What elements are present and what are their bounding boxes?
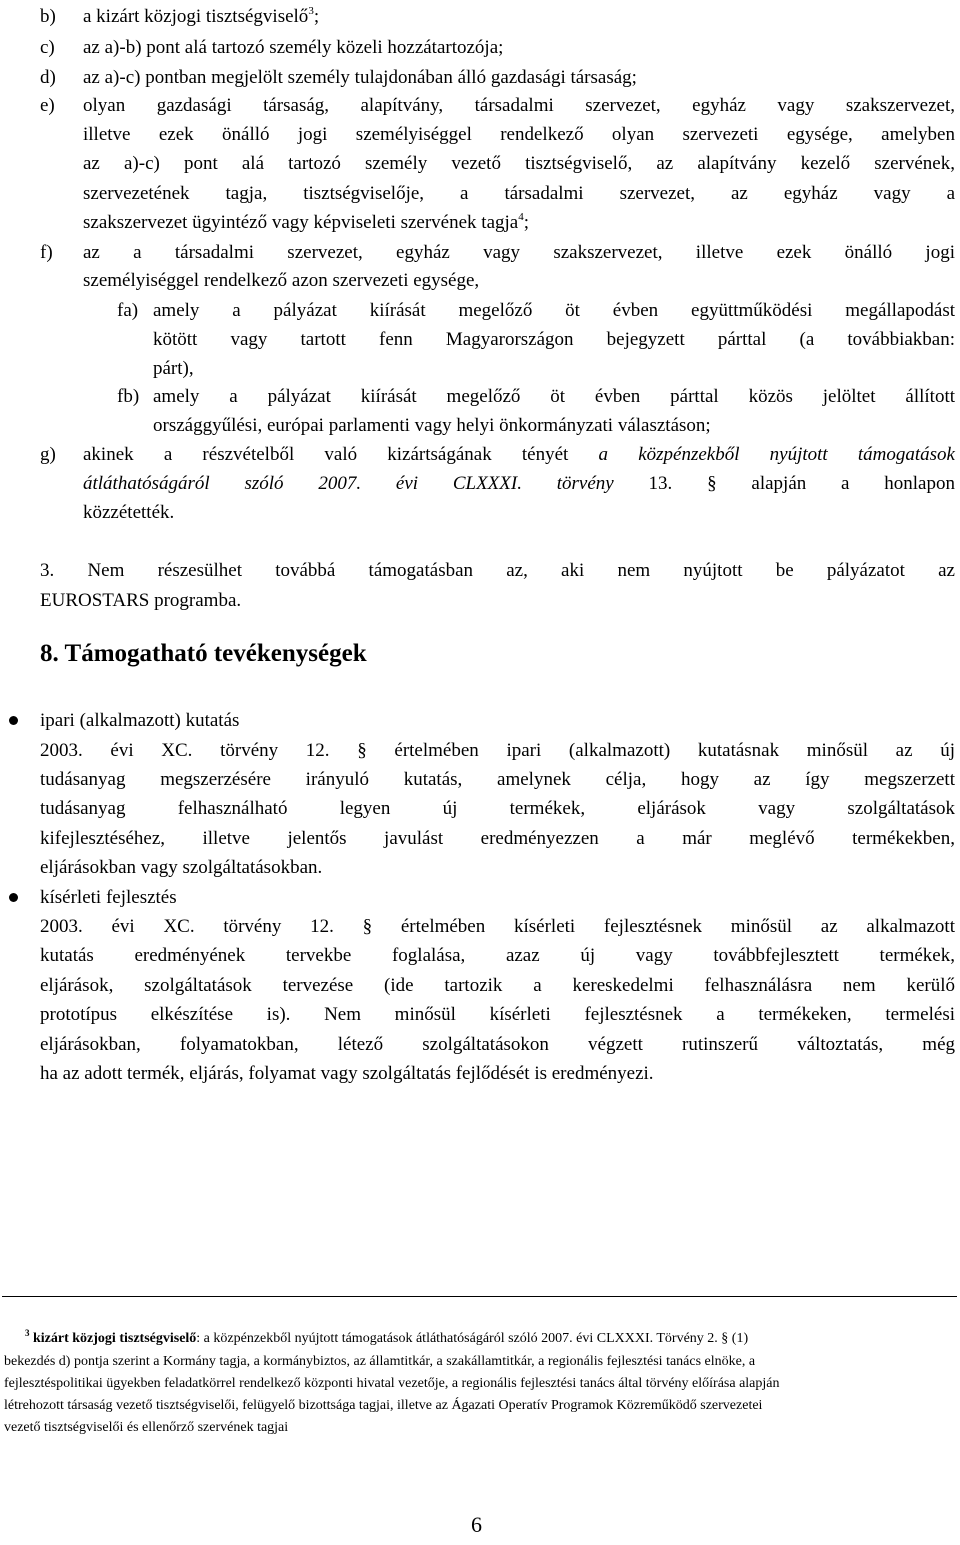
point-3-line: 3. Nem részesülhet továbbá támogatásban az, aki nem nyújtott be pályázatot az [40, 560, 955, 581]
footnote-ref-3[interactable]: 3 [308, 5, 314, 17]
item-g-text: akinek a részvételből való kizártságának tényét [83, 444, 599, 465]
bullet-text-line: kutatás eredményének tervekbe foglalása, azaz új vagy továbbfejlesztett termékek, [40, 945, 955, 966]
item-e-line: az a)-c) pont alá tartozó személy vezető tisztségviselő, az alapítvány kezelő szervének, [83, 153, 955, 174]
bullet-text-line: eljárások, szolgáltatások tervezése (ide tartozik a kereskedelmi felhasználásra nem kerülő [40, 975, 955, 996]
footnote-line: bekezdés d) pontja szerint a Kormány tagja, a kormánybiztos, az államtitkár, a szakállamtitkár, a regionális fejlesztési tanács elnöke, a [4, 1354, 756, 1369]
footnote-text: : a közpénzekből nyújtott támogatások átláthatóságáról szóló 2007. évi CLXXXI. Törvény 2. § (1) [196, 1331, 749, 1346]
item-e-last-text: szakszervezet ügyintéző vagy képviseleti szervének tagja [83, 212, 519, 233]
footnote-line: vezető tisztségviselői és ellenőrző szervének tagjai [4, 1420, 289, 1435]
item-b-end: ; [313, 6, 320, 27]
bullet-text-line: prototípus elkészítése is). Nem minősül kísérleti fejlesztésnek a termékeken, termelési [40, 1004, 955, 1025]
section-heading: 8. Támogatható tevékenységek [40, 640, 367, 667]
footnote-separator [2, 1296, 957, 1297]
item-e-last-line [83, 212, 529, 234]
footnote-number: 3 [25, 1328, 30, 1338]
bullet-title: kísérleti fejlesztés [40, 887, 177, 908]
item-e-line: olyan gazdasági társaság, alapítvány, társadalmi szervezet, egyház vagy szakszervezet, [83, 95, 955, 116]
item-c-label: c) [40, 37, 55, 58]
item-e-end: ; [523, 212, 529, 233]
item-e-line: illetve ezek önálló jogi személyiséggel rendelkező olyan szervezeti egysége, amelyben [83, 124, 955, 145]
item-b-label: b) [40, 6, 56, 27]
item-d-text: az a)-c) pontban megjelölt személy tulajdonában álló gazdasági társaság; [83, 67, 637, 88]
item-g-line [83, 444, 955, 466]
item-f-label: f) [40, 242, 53, 263]
bullet-title: ipari (alkalmazott) kutatás [40, 710, 240, 731]
bullet-text-line: eljárásokban, folyamatokban, létező szolgáltatásokon végzett rutinszerű változtatás, még [40, 1034, 955, 1055]
item-fa-line: párt), [153, 358, 194, 379]
item-fb-label: fb) [117, 386, 140, 407]
item-fb-line: országgyűlési, európai parlamenti vagy helyi önkormányzati választáson; [153, 415, 711, 436]
bullet-text-line: kifejlesztéséhez, illetve jelentős javulást eredményezzen a már meglévő termékekben, [40, 828, 955, 849]
item-g-line [83, 473, 955, 495]
footnote-term: kizárt közjogi tisztségviselő [33, 1331, 197, 1346]
item-fa-label: fa) [117, 300, 139, 321]
item-fb-line: amely a pályázat kiírását megelőző öt évben párttal közös jelöltet állított [153, 386, 955, 407]
item-e-label: e) [40, 95, 55, 116]
item-g-text: 13. § alapján a honlapon [613, 473, 955, 494]
item-f-line: az a társadalmi szervezet, egyház vagy szakszervezet, illetve ezek önálló jogi [83, 242, 955, 263]
page-number: 6 [471, 1512, 482, 1537]
bullet-text-line: ha az adott termék, eljárás, folyamat vagy szolgáltatás fejlődését is eredményezi. [40, 1063, 654, 1084]
footnote-line [25, 1330, 748, 1347]
item-f-line: személyiséggel rendelkező azon szervezeti egysége, [83, 270, 480, 291]
item-d-label: d) [40, 67, 56, 88]
item-fa-line: amely a pályázat kiírását megelőző öt évben együttműködési megállapodást [153, 300, 955, 321]
bullet-text-line: 2003. évi XC. törvény 12. § értelmében kísérleti fejlesztésnek minősül az alkalmazott [40, 916, 955, 937]
footnote-line: létrehozott társaság vezető tisztségviselői, felügyelő bizottsága tagjai, illetve az Ágazati Operatív Programok Közreműködő szervezetei [4, 1398, 763, 1413]
point-3-line: EUROSTARS programba. [40, 590, 242, 611]
bullet-text-line: tudásanyag felhasználható legyen új termékek, eljárások vagy szolgáltatások [40, 798, 955, 819]
bullet-dot [9, 716, 18, 725]
item-b-text [83, 6, 319, 28]
bullet-text-line: 2003. évi XC. törvény 12. § értelmében ipari (alkalmazott) kutatásnak minősül az új [40, 740, 955, 761]
item-e-line: szervezetének tagja, tisztségviselője, a társadalmi szervezet, az egyház vagy a [83, 183, 955, 204]
item-fa-line: kötött vagy tartott fenn Magyarországon bejegyzett párttal (a továbbiakban: [153, 329, 955, 350]
item-g-line: közzétették. [83, 502, 175, 523]
item-g-label: g) [40, 444, 56, 465]
footnote-ref-4[interactable]: 4 [518, 211, 524, 223]
footnote-line: fejlesztéspolitikai ügyekben feladatkörrel rendelkező központi hivatal vezetője, a regionális fejlesztési tanács által törvény előírása alapján [4, 1376, 780, 1391]
bullet-text-line: eljárásokban vagy szolgáltatásokban. [40, 857, 323, 878]
law-citation: a közpénzekből nyújtott támogatások [598, 444, 955, 465]
law-citation: átláthatóságáról szóló 2007. évi CLXXXI. törvény [83, 473, 614, 494]
bullet-text-line: tudásanyag megszerzésére irányuló kutatás, amelynek célja, hogy az így megszerzett [40, 769, 955, 790]
item-c-text: az a)-b) pont alá tartozó személy közeli hozzátartozója; [83, 37, 504, 58]
item-b-content: a kizárt közjogi tisztségviselő [83, 6, 309, 27]
bullet-dot [9, 893, 18, 902]
